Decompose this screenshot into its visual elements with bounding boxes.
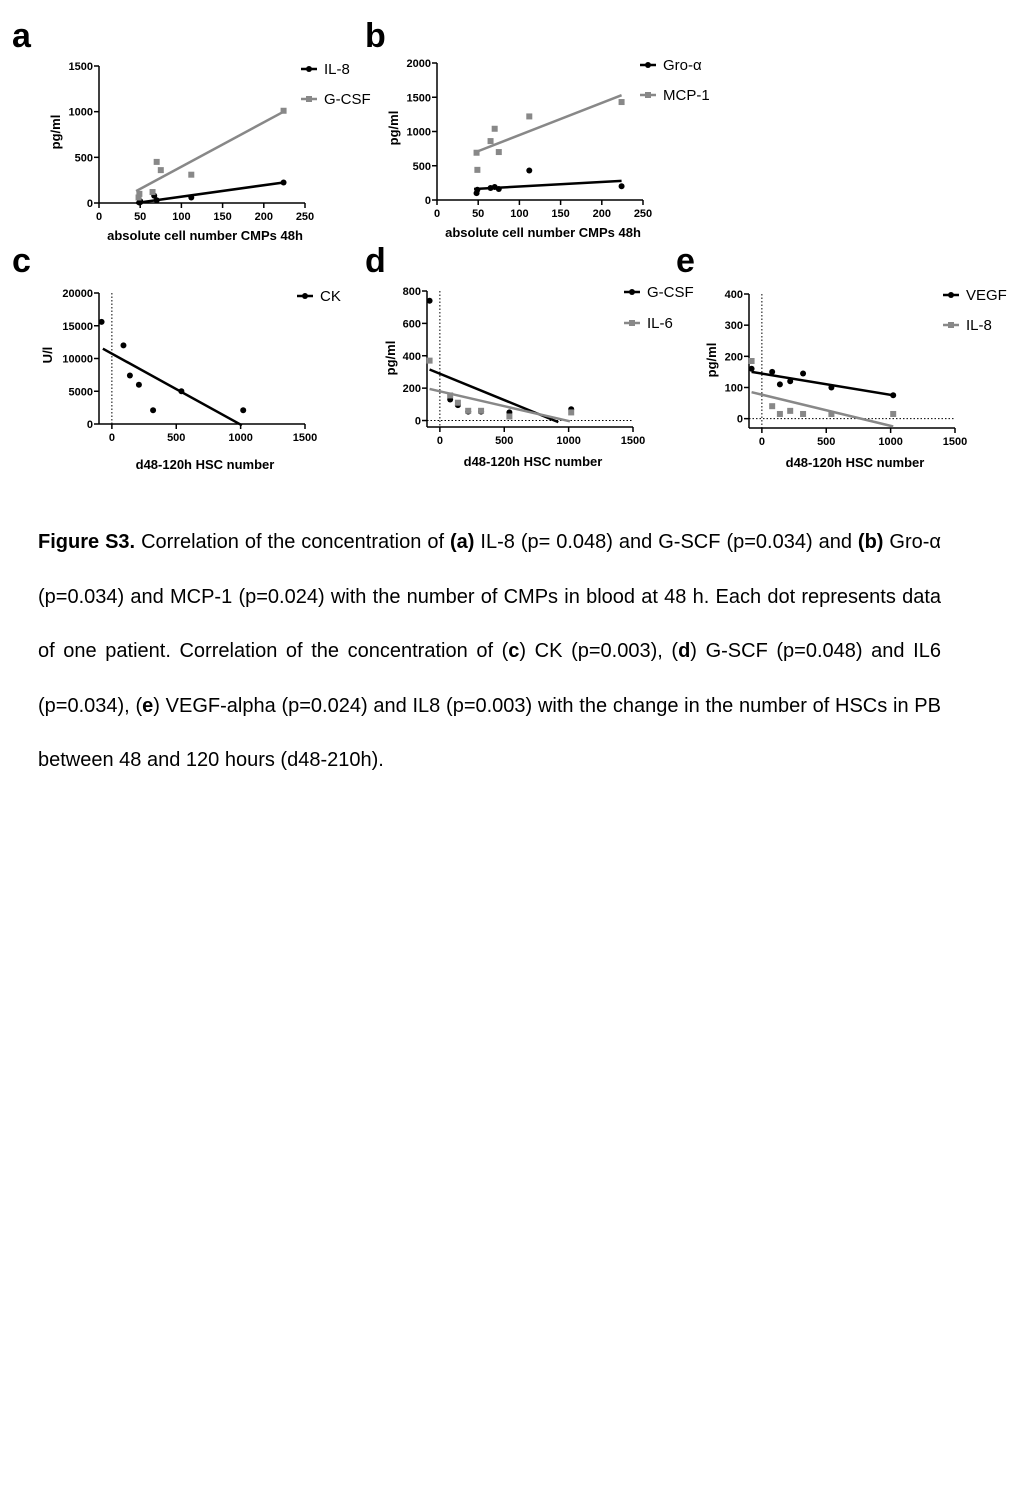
data-point-e-il-8-2 bbox=[777, 411, 783, 417]
data-point-a-g-csf-1 bbox=[136, 191, 142, 197]
y-tick-label-c-0: 0 bbox=[86, 419, 93, 431]
y-tick-label-b-500: 500 bbox=[412, 160, 431, 173]
y-axis-title-c: U/l bbox=[40, 346, 55, 364]
x-axis-title-e: d48-120h HSC number bbox=[785, 455, 925, 470]
y-tick-label-a-1500: 1500 bbox=[68, 61, 93, 73]
x-tick-label-c-500: 500 bbox=[167, 432, 186, 444]
y-tick-label-d-0: 0 bbox=[414, 415, 421, 428]
legend-marker-d-il-6 bbox=[629, 320, 635, 326]
figure-s3 bbox=[0, 0, 1024, 480]
x-tick-label-e-1500: 1500 bbox=[942, 436, 968, 448]
x-tick-label-b-200: 200 bbox=[592, 208, 611, 220]
x-axis-title-a: absolute cell number CMPs 48h bbox=[107, 228, 303, 243]
y-tick-label-e-400: 400 bbox=[724, 289, 743, 301]
legend-marker-d-g-csf bbox=[629, 289, 635, 295]
data-point-c-ck-5 bbox=[178, 388, 184, 394]
data-point-e-vegf-5 bbox=[828, 384, 834, 390]
data-point-c-ck-6 bbox=[240, 407, 246, 413]
data-point-a-g-csf-3 bbox=[154, 159, 160, 165]
x-tick-label-d-1500: 1500 bbox=[620, 435, 646, 447]
panel-letter-d: d bbox=[365, 242, 386, 280]
legend-marker-a-g-csf bbox=[306, 96, 312, 102]
data-point-b-gro--5 bbox=[526, 168, 532, 174]
caption-panel-d-ref: d bbox=[678, 640, 691, 662]
data-point-c-ck-3 bbox=[136, 382, 142, 388]
legend-label-d-il-6: IL-6 bbox=[647, 315, 673, 332]
y-tick-label-d-800: 800 bbox=[402, 286, 421, 298]
caption-text-4: ) CK (p=0.003), ( bbox=[519, 640, 679, 662]
y-tick-label-c-20000: 20000 bbox=[62, 288, 93, 300]
data-point-e-vegf-4 bbox=[800, 370, 806, 376]
y-tick-label-d-200: 200 bbox=[402, 383, 421, 396]
data-point-d-il-6-4 bbox=[478, 408, 484, 414]
caption-text-3: Gro-α (p=0.034) and MCP-1 (p=0.024) with the number of CMPs in blood at 48 h. Each dot represents data of one patient. Correlation of the concentration of ( bbox=[38, 531, 941, 662]
data-point-d-il-6-1 bbox=[447, 392, 453, 398]
y-tick-label-e-200: 200 bbox=[724, 351, 743, 364]
panel-letter-a: a bbox=[12, 17, 31, 55]
data-point-e-vegf-1 bbox=[769, 369, 775, 375]
caption-panel-e-ref: e bbox=[142, 694, 154, 717]
fit-line-c-ck bbox=[103, 349, 242, 426]
data-point-e-vegf-3 bbox=[787, 378, 793, 384]
y-tick-label-a-1000: 1000 bbox=[68, 106, 93, 119]
data-point-b-mcp-1-4 bbox=[496, 149, 502, 155]
x-tick-label-b-0: 0 bbox=[433, 208, 441, 220]
y-axis-title-d: pg/ml bbox=[383, 340, 398, 376]
y-tick-label-b-1000: 1000 bbox=[406, 126, 431, 139]
data-point-b-mcp-1-3 bbox=[492, 126, 498, 132]
data-point-a-g-csf-4 bbox=[158, 167, 164, 173]
data-point-d-il-6-0 bbox=[427, 358, 433, 364]
y-tick-label-a-0: 0 bbox=[86, 198, 93, 210]
x-axis-title-d: d48-120h HSC number bbox=[463, 454, 603, 469]
caption-panel-b-ref: (b) bbox=[857, 531, 884, 553]
data-point-b-mcp-1-1 bbox=[474, 167, 480, 173]
x-tick-label-d-0: 0 bbox=[436, 435, 443, 447]
y-tick-label-c-5000: 5000 bbox=[68, 386, 93, 399]
legend-marker-e-il-8 bbox=[948, 322, 954, 328]
y-tick-label-e-300: 300 bbox=[724, 320, 743, 333]
x-tick-label-c-0: 0 bbox=[108, 432, 115, 444]
y-axis-title-b: pg/ml bbox=[386, 110, 401, 146]
legend-label-b-mcp-1: MCP-1 bbox=[663, 87, 710, 104]
data-point-b-gro--4 bbox=[496, 186, 502, 192]
data-point-e-il-8-5 bbox=[828, 411, 834, 417]
x-tick-label-a-50: 50 bbox=[134, 211, 147, 223]
y-tick-label-b-0: 0 bbox=[424, 195, 431, 207]
x-tick-label-a-200: 200 bbox=[254, 211, 273, 223]
fit-line-e-vegf bbox=[752, 372, 894, 395]
y-tick-label-b-1500: 1500 bbox=[406, 92, 431, 105]
figure-caption bbox=[38, 515, 941, 788]
x-tick-label-e-1000: 1000 bbox=[878, 436, 903, 448]
panel-letter-b: b bbox=[365, 17, 386, 55]
x-tick-label-c-1000: 1000 bbox=[228, 432, 253, 444]
data-point-a-il-8-4 bbox=[154, 197, 160, 203]
x-tick-label-c-1500: 1500 bbox=[292, 432, 318, 444]
x-tick-label-b-100: 100 bbox=[510, 208, 529, 220]
data-point-d-il-6-5 bbox=[506, 413, 512, 419]
data-point-c-ck-1 bbox=[120, 342, 126, 348]
panel-letter-e: e bbox=[676, 242, 695, 280]
data-point-b-mcp-1-6 bbox=[619, 99, 625, 105]
data-point-c-ck-2 bbox=[127, 373, 133, 379]
caption-panel-c-ref: c bbox=[508, 640, 520, 662]
x-tick-label-d-1000: 1000 bbox=[556, 435, 581, 447]
legend-marker-b-gro- bbox=[645, 62, 651, 68]
x-axis-title-c: d48-120h HSC number bbox=[135, 457, 275, 472]
data-point-d-il-6-3 bbox=[465, 408, 471, 414]
x-axis-title-b: absolute cell number CMPs 48h bbox=[445, 225, 641, 240]
y-tick-label-e-100: 100 bbox=[724, 382, 743, 395]
y-tick-label-c-10000: 10000 bbox=[62, 353, 93, 366]
data-point-a-il-8-6 bbox=[281, 179, 287, 185]
y-tick-label-c-15000: 15000 bbox=[62, 320, 93, 333]
data-point-e-vegf-2 bbox=[777, 381, 783, 387]
fit-line-a-g-csf bbox=[136, 112, 283, 191]
data-point-e-vegf-0 bbox=[749, 366, 755, 372]
legend-marker-e-vegf bbox=[948, 292, 954, 298]
caption-text-2: IL-8 (p= 0.048) and G-SCF (p=0.034) and bbox=[474, 531, 858, 553]
x-tick-label-a-0: 0 bbox=[95, 211, 103, 223]
x-tick-label-b-250: 250 bbox=[633, 208, 653, 220]
y-tick-label-b-2000: 2000 bbox=[406, 58, 431, 70]
fit-line-b-mcp-1 bbox=[474, 95, 621, 153]
fit-line-e-il-8 bbox=[752, 392, 894, 426]
y-tick-label-a-500: 500 bbox=[74, 152, 93, 165]
data-point-d-il-6-2 bbox=[455, 400, 461, 406]
data-point-e-il-8-4 bbox=[800, 411, 806, 417]
y-axis-title-a: pg/ml bbox=[48, 114, 63, 150]
legend-marker-b-mcp-1 bbox=[645, 92, 651, 98]
data-point-b-gro--1 bbox=[474, 187, 480, 193]
x-tick-label-b-150: 150 bbox=[551, 208, 570, 220]
data-point-b-gro--6 bbox=[619, 183, 625, 189]
legend-label-c-ck: CK bbox=[320, 288, 341, 305]
data-point-e-vegf-6 bbox=[890, 392, 896, 398]
caption-text-1: Correlation of the concentration of bbox=[135, 531, 450, 553]
caption-panel-a-ref: (a) bbox=[449, 531, 475, 553]
legend-marker-c-ck bbox=[302, 293, 308, 299]
legend-marker-a-il-8 bbox=[306, 66, 312, 72]
data-point-b-mcp-1-5 bbox=[526, 113, 532, 119]
x-tick-label-d-500: 500 bbox=[495, 435, 514, 447]
data-point-a-g-csf-6 bbox=[281, 108, 287, 114]
y-tick-label-d-400: 400 bbox=[402, 350, 421, 363]
y-tick-label-e-0: 0 bbox=[736, 413, 743, 426]
data-point-e-il-8-3 bbox=[787, 408, 793, 414]
data-point-c-ck-4 bbox=[150, 407, 156, 413]
data-point-a-g-csf-5 bbox=[188, 172, 194, 178]
data-point-e-il-8-1 bbox=[769, 403, 775, 409]
data-point-a-g-csf-2 bbox=[150, 189, 156, 195]
x-tick-label-b-50: 50 bbox=[472, 208, 485, 220]
data-point-d-il-6-6 bbox=[568, 409, 574, 415]
caption-figure-label: Figure S3. bbox=[38, 531, 136, 553]
panel-letter-c: c bbox=[12, 242, 31, 280]
y-axis-title-e: pg/ml bbox=[704, 342, 719, 378]
caption-text-6: ) VEGF-alpha (p=0.024) and IL8 (p=0.003) with the change in the number of HSCs in PB between 48 and 120 hours (d48-210h). bbox=[38, 694, 941, 771]
x-tick-label-a-150: 150 bbox=[213, 211, 232, 223]
x-tick-label-e-0: 0 bbox=[758, 436, 765, 448]
x-tick-label-e-500: 500 bbox=[817, 436, 836, 448]
data-point-a-il-8-5 bbox=[188, 195, 194, 201]
legend-label-a-il-8: IL-8 bbox=[324, 61, 350, 78]
x-tick-label-a-100: 100 bbox=[172, 211, 191, 223]
legend-label-e-vegf: VEGF bbox=[966, 287, 1007, 304]
data-point-e-il-8-6 bbox=[890, 411, 896, 417]
legend-label-d-g-csf: G-CSF bbox=[647, 284, 694, 301]
data-point-c-ck-0 bbox=[99, 319, 105, 325]
caption-text-5: ) G-SCF (p=0.048) and IL6 (p=0.034), ( bbox=[38, 640, 941, 717]
data-point-b-mcp-1-2 bbox=[488, 138, 494, 144]
data-point-e-il-8-0 bbox=[749, 358, 755, 364]
legend-label-b-gro-: Gro-α bbox=[663, 57, 702, 74]
data-point-d-g-csf-0 bbox=[427, 298, 433, 304]
legend-label-e-il-8: IL-8 bbox=[966, 317, 992, 334]
data-point-b-mcp-1-0 bbox=[474, 150, 480, 156]
legend-label-a-g-csf: G-CSF bbox=[324, 91, 371, 108]
y-tick-label-d-600: 600 bbox=[402, 318, 421, 331]
x-tick-label-a-250: 250 bbox=[295, 211, 315, 223]
